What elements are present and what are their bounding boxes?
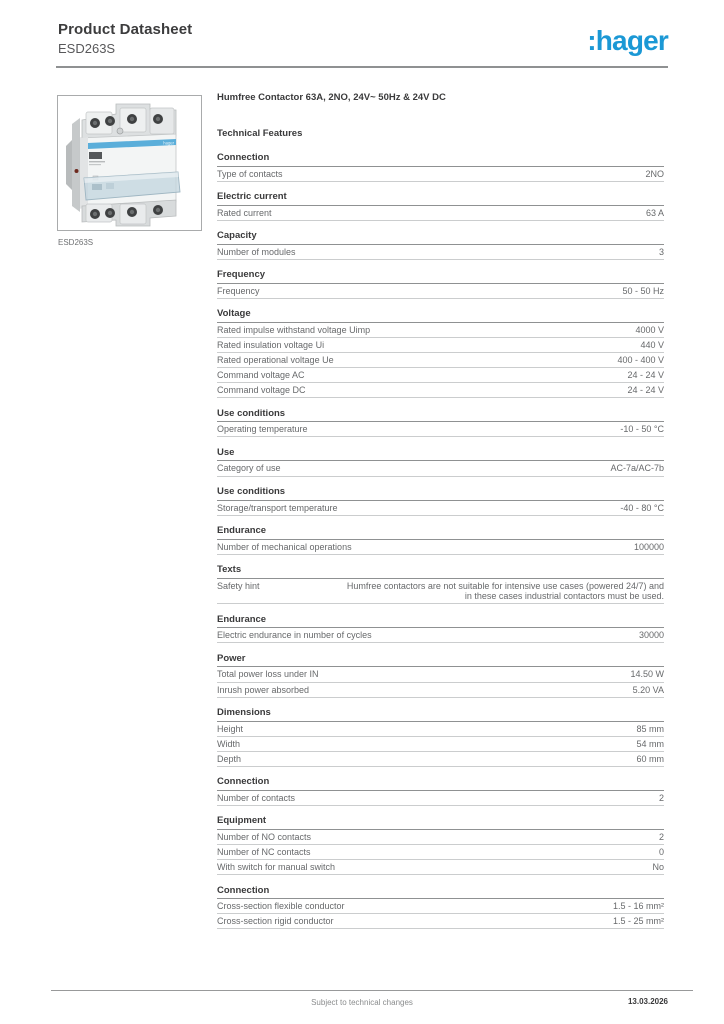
spec-value: 4000 V	[635, 324, 664, 335]
spec-label: Frequency	[217, 285, 260, 296]
spec-value: 1.5 - 25 mm²	[612, 916, 664, 927]
spec-label: Rated insulation voltage Ui	[217, 339, 325, 350]
spec-label: Depth	[217, 753, 242, 764]
spec-row	[217, 540, 664, 555]
spec-value: 54 mm	[636, 738, 664, 749]
spec-row	[217, 323, 664, 338]
spec-row	[217, 338, 664, 353]
section-name: Connection	[217, 153, 664, 167]
spec-row	[217, 628, 664, 643]
spec-label: Total power loss under IN	[217, 669, 319, 680]
spec-section	[217, 816, 664, 875]
section-rows	[217, 791, 664, 806]
spec-value: 100000	[633, 541, 664, 552]
footer-note: Subject to technical changes	[311, 998, 413, 1007]
spec-label: Command voltage AC	[217, 370, 305, 381]
spec-value: 85 mm	[636, 723, 664, 734]
spec-label: Type of contacts	[217, 168, 283, 179]
spec-value: -40 - 80 °C	[620, 502, 664, 513]
section-name: Texts	[217, 565, 664, 579]
spec-row	[217, 284, 664, 299]
section-rows	[217, 628, 664, 643]
spec-row	[217, 722, 664, 737]
spec-section	[217, 409, 664, 438]
section-name: Equipment	[217, 816, 664, 830]
section-name: Endurance	[217, 615, 664, 629]
spec-row	[217, 579, 664, 605]
spec-label: Operating temperature	[217, 424, 308, 435]
spec-label: Rated current	[217, 207, 272, 218]
spec-section	[217, 270, 664, 299]
spec-section	[217, 153, 664, 182]
section-name: Electric current	[217, 192, 664, 206]
section-name: Use	[217, 448, 664, 462]
footer-divider	[51, 990, 693, 991]
spec-section	[217, 886, 664, 930]
spec-value: AC-7a/AC-7b	[610, 463, 664, 474]
spec-section	[217, 448, 664, 477]
spec-label: Safety hint	[217, 580, 260, 591]
spec-value: 63 A	[645, 207, 664, 218]
spec-value: 0	[658, 847, 664, 858]
spec-label: Cross-section rigid conductor	[217, 916, 334, 927]
spec-row	[217, 368, 664, 383]
device-brand-label: hager	[163, 140, 174, 146]
section-rows	[217, 284, 664, 299]
section-rows	[217, 722, 664, 767]
spec-row	[217, 422, 664, 437]
spec-value: 24 - 24 V	[627, 370, 664, 381]
spec-row	[217, 845, 664, 860]
product-reference: ESD263S	[58, 41, 116, 56]
spec-value: 400 - 400 V	[617, 355, 664, 366]
section-rows	[217, 245, 664, 260]
spec-sections	[217, 153, 664, 929]
section-rows	[217, 323, 664, 398]
product-image	[57, 95, 202, 231]
spec-section	[217, 231, 664, 260]
section-rows	[217, 501, 664, 516]
spec-value: 30000	[638, 630, 664, 641]
spec-label: Number of NC contacts	[217, 847, 311, 858]
spec-section	[217, 708, 664, 767]
spec-row	[217, 791, 664, 806]
spec-value: 2NO	[645, 168, 664, 179]
spec-section	[217, 487, 664, 516]
features-heading: Technical Features	[217, 128, 303, 139]
section-name: Use conditions	[217, 409, 664, 423]
spec-section	[217, 777, 664, 806]
contactor-illustration	[58, 96, 201, 230]
spec-section	[217, 565, 664, 604]
spec-label: Inrush power absorbed	[217, 684, 310, 695]
section-rows	[217, 667, 664, 697]
spec-label: With switch for manual switch	[217, 862, 336, 873]
spec-value: Humfree contactors are not suitable for intensive use cases (powered 24/7) and in these cases industrial contactors must be used.	[346, 580, 664, 602]
spec-row	[217, 167, 664, 182]
spec-value: 60 mm	[636, 753, 664, 764]
section-rows	[217, 540, 664, 555]
header	[58, 21, 192, 56]
spec-row	[217, 683, 664, 698]
spec-label: Cross-section flexible conductor	[217, 901, 345, 912]
section-rows	[217, 830, 664, 875]
spec-row	[217, 914, 664, 929]
spec-row	[217, 899, 664, 914]
spec-section	[217, 526, 664, 555]
section-rows	[217, 899, 664, 929]
hager-logo: :hager	[587, 25, 668, 56]
spec-row	[217, 206, 664, 221]
spec-label: Rated impulse withstand voltage Uimp	[217, 324, 371, 335]
spec-row	[217, 667, 664, 682]
spec-label: Height	[217, 723, 244, 734]
spec-value: 2	[658, 831, 664, 842]
spec-label: Electric endurance in number of cycles	[217, 630, 372, 641]
section-name: Voltage	[217, 309, 664, 323]
spec-label: Number of NO contacts	[217, 831, 312, 842]
image-caption: ESD263S	[58, 238, 94, 247]
spec-row	[217, 860, 664, 875]
spec-section	[217, 615, 664, 644]
spec-label: Width	[217, 738, 241, 749]
spec-row	[217, 501, 664, 516]
spec-label: Number of mechanical operations	[217, 541, 352, 552]
spec-value: 24 - 24 V	[627, 385, 664, 396]
spec-row	[217, 830, 664, 845]
spec-value: No	[652, 862, 664, 873]
section-rows	[217, 422, 664, 437]
spec-value: -10 - 50 °C	[620, 424, 664, 435]
section-name: Capacity	[217, 231, 664, 245]
spec-row	[217, 245, 664, 260]
spec-value: 2	[658, 792, 664, 803]
spec-label: Number of contacts	[217, 792, 296, 803]
spec-label: Rated operational voltage Ue	[217, 355, 334, 366]
section-name: Connection	[217, 886, 664, 900]
spec-value: 1.5 - 16 mm²	[612, 901, 664, 912]
product-title: Humfree Contactor 63A, 2NO, 24V~ 50Hz & 24V DC	[217, 92, 446, 103]
spec-row	[217, 353, 664, 368]
spec-section	[217, 309, 664, 398]
page-title: Product Datasheet	[58, 21, 193, 38]
section-name: Connection	[217, 777, 664, 791]
header-divider	[56, 66, 668, 68]
section-name: Frequency	[217, 270, 664, 284]
section-name: Endurance	[217, 526, 664, 540]
spec-label: Category of use	[217, 463, 281, 474]
section-name: Use conditions	[217, 487, 664, 501]
section-name: Dimensions	[217, 708, 664, 722]
spec-value: 5.20 VA	[632, 684, 664, 695]
spec-column	[217, 92, 664, 940]
section-rows	[217, 167, 664, 182]
spec-label: Number of modules	[217, 246, 296, 257]
spec-value: 440 V	[640, 339, 664, 350]
spec-label: Command voltage DC	[217, 385, 306, 396]
spec-row	[217, 737, 664, 752]
spec-row	[217, 752, 664, 767]
section-name: Power	[217, 654, 664, 668]
spec-value: 14.50 W	[630, 669, 664, 680]
spec-value: 50 - 50 Hz	[622, 285, 664, 296]
spec-section	[217, 654, 664, 698]
spec-row	[217, 383, 664, 398]
spec-row	[217, 461, 664, 476]
section-rows	[217, 579, 664, 605]
spec-label: Storage/transport temperature	[217, 502, 338, 513]
spec-value: 3	[658, 246, 664, 257]
spec-section	[217, 192, 664, 221]
footer-date: 13.03.2026	[627, 997, 668, 1006]
section-rows	[217, 461, 664, 476]
section-rows	[217, 206, 664, 221]
